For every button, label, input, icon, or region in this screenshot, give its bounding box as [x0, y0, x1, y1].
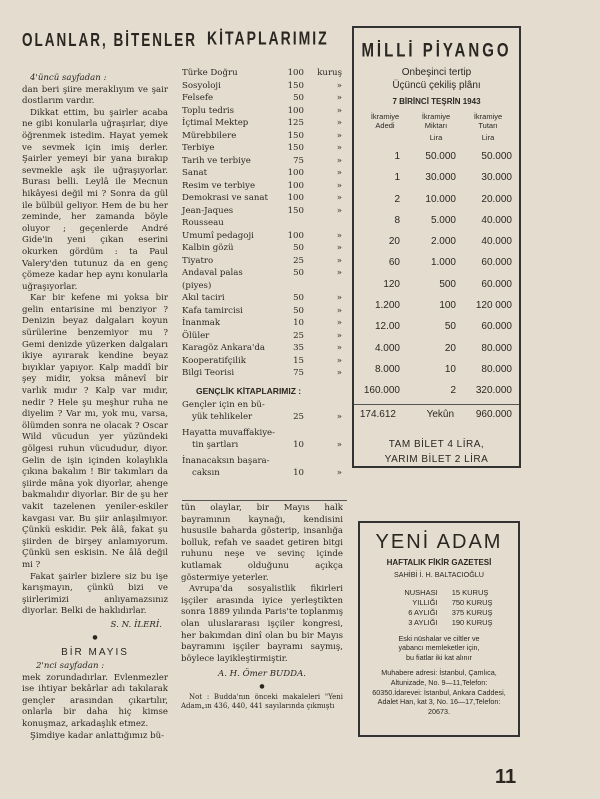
book-row — [182, 355, 342, 368]
book-unit: » — [336, 130, 342, 141]
piyango-cell: 8 — [394, 214, 400, 226]
piyango-cell: 50.000 — [425, 151, 456, 162]
book-unit: » — [336, 330, 342, 341]
book-title: Kafa tamircisi — [182, 305, 243, 316]
genclik-book — [182, 427, 342, 452]
piyango-row — [354, 146, 519, 167]
paragraph: Şimdiye kadar anlattığımız bü- — [30, 730, 165, 741]
piyango-cell: 2 — [394, 193, 400, 205]
book-row — [182, 317, 342, 330]
book-unit: » — [336, 293, 342, 303]
price-row — [360, 588, 518, 598]
price-label: 6 AYLIĞI — [408, 607, 438, 617]
yeniadam-address: Muhabere adresi: İstanbul, Çamlıca, Altunizade, No. 9—11,Telefon: 60350.İdarevei: İstanbul, Ankara Caddesi, Adalet Han, kat 3, No. 16—17,Telefon: 20673. — [372, 668, 506, 716]
page-number: 11 — [495, 766, 517, 788]
book-row — [182, 117, 342, 130]
books-list — [182, 67, 342, 483]
book-title: Demokrasi ve sanat — [182, 193, 268, 203]
genclik-book — [182, 399, 342, 424]
piyango-row — [354, 274, 519, 295]
piyango-cell: 80.000 — [481, 342, 512, 354]
piyango-cell: 1.000 — [430, 257, 456, 269]
paragraph: Fakat şairler bizlere siz bu işe karışmayın, çünkü bizi ve şiirlerimizi anlıyamazsınız diyorlar. Belki de haklıdırlar. — [22, 571, 168, 617]
book-title: Karagöz Ankara'da — [182, 343, 266, 353]
book-price: 150 — [287, 130, 304, 141]
genclik-book — [182, 455, 342, 480]
book-price: 100 — [287, 168, 304, 178]
book-price: 150 — [287, 143, 304, 153]
total-cell: Yekûn — [426, 408, 454, 420]
book-title: tin şartları — [192, 440, 239, 450]
continuation-note: 4'üncü sayfadan : — [30, 73, 107, 83]
price-label: YILLIĞI — [412, 597, 438, 607]
piyango-cell: 60.000 — [481, 257, 512, 269]
yeniadam-title: YENİ ADAM — [375, 531, 503, 553]
piyango-row — [354, 316, 519, 337]
piyango-cell: 1.200 — [374, 300, 400, 312]
column-1 — [22, 73, 168, 742]
book-title: Resim ve terbiye — [182, 180, 256, 191]
piyango-row — [354, 338, 519, 359]
price-value: 190 KURUŞ — [451, 617, 493, 627]
price-value: 750 KURUŞ — [451, 597, 493, 607]
header-cell: İkramiye — [370, 112, 400, 121]
piyango-total — [354, 404, 519, 425]
book-row — [182, 342, 342, 355]
total-cell: 174.612 — [359, 408, 396, 420]
piyango-row — [354, 167, 519, 188]
book-title: Bilgi Teorisi — [182, 368, 235, 378]
book-row — [182, 155, 342, 168]
kitaplarimiz-heading: KİTAPLARIMIZ — [207, 27, 329, 49]
piyango-cell: 40.000 — [481, 236, 512, 248]
piyango-row — [354, 231, 519, 252]
book-row — [182, 230, 342, 243]
book-price: 50 — [293, 93, 304, 103]
book-unit: » — [336, 255, 342, 266]
header-cell: Miktarı — [424, 121, 448, 130]
book-title: Türke Doğru — [182, 68, 238, 78]
piyango-cell: 50.000 — [481, 151, 512, 162]
piyango-sub1: Onbeşinci tertip — [401, 67, 472, 78]
header-cell: Lira — [429, 133, 443, 142]
book-unit: » — [336, 168, 342, 178]
book-title: Terbiye — [182, 143, 215, 153]
book-row — [182, 167, 342, 180]
piyango-cell: 8.000 — [374, 363, 400, 375]
book-price: 100 — [287, 105, 304, 116]
piyango-cell: 30.000 — [481, 172, 512, 184]
piyango-cell: 1 — [394, 172, 400, 184]
book-unit: » — [336, 93, 342, 103]
note-line: bu fiatlar iki kat alınır — [406, 652, 472, 662]
price-value: 15 KURUŞ — [451, 587, 489, 597]
piyango-cell: 2.000 — [430, 236, 456, 248]
bir-mayis-title: BİR MAYIS — [61, 647, 129, 659]
book-unit: » — [336, 180, 342, 191]
piyango-cell: 20 — [444, 342, 456, 354]
piyango-cell: 1 — [394, 151, 400, 162]
book-unit: » — [336, 118, 342, 128]
piyango-cell: 2 — [450, 385, 456, 397]
book-row — [182, 267, 342, 292]
paragraph: tün olaylar, bir Mayıs halk bayramının kaynağı, kendisini hususile baharda gösterip, insanlığa bolluk, refah ve saadet getiren bitgi ruhunu neşe ve sevinç içinde kutlamak olduğunu açıkça göstermiye yeterler. — [181, 503, 343, 583]
book-price: 75 — [293, 368, 304, 378]
book-title: Umumî pedagoji — [182, 230, 254, 241]
yeniadam-prices — [360, 588, 518, 628]
piyango-cell: 160.000 — [363, 385, 400, 397]
divider — [182, 500, 347, 501]
book-title: caksın — [192, 468, 220, 478]
yeniadam-sub: HAFTALIK FİKİR GAZETESİ — [386, 558, 492, 567]
book-unit: » — [336, 440, 342, 450]
book-price: 150 — [287, 205, 304, 216]
book-price: 100 — [287, 230, 304, 241]
book-unit: » — [336, 318, 342, 328]
piyango-sub2: Üçüncü çekiliş plânı — [392, 80, 481, 91]
piyango-cell: 10.000 — [425, 193, 456, 205]
paragraph: Dikkat ettim, bu şairler acaba ne gibi konularla uğraşırlar, diye öğrenmek istedim. Hayat yemek ve sevmek için imiş derler. Şairler yemeyi bir yana bırakıp sevmekle aşk ile uğraşıyorlar. Burası belli. Leylâ ile Mecnun hikâyesi değil mi ? Sonra da gül ile bülbül geliyor. Hem de bu her zeminde, her zamanda böyle oluyor ; geçenlerde André Gide'in yeni çıkan eserini okurken gördüm : ta Paul Valery'den tutunuz da en genç çömeze kadar hep aynı konularla uğraşıyorlar. — [22, 107, 168, 292]
yeniadam-owner: SAHİBİ İ. H. BALTACIOĞLU — [394, 570, 484, 579]
book-price: 10 — [293, 468, 304, 478]
header-cell: Tutarı — [478, 121, 498, 130]
book-price: 100 — [287, 193, 304, 203]
header-cell: Adedi — [375, 121, 395, 130]
piyango-cell: 120 000 — [475, 300, 512, 312]
ornament: ● — [92, 633, 98, 641]
paragraph: Kar bir kefene mi yoksa bir gelin entarisine mi benziyor ? Denizin beyaz dalgaları koyun sürülerine benzemiyor mu ? Gemi denizde yüzerken dalgaları ikiye ayırarak kendine beyaz bıyıklar yapıyor. Kalp maddî bir şey midir, yoksa mânevî bir varlık mıdır ? Kalp var mıdır, nedir ? Hele şu meşhur ruha ne diyelim ? Var mı, yok mu, varsa, ölümden sonra ne olacak ? Oscar Wild vücudun yer yüzündeki gölgesi ruhun vücududur, diyor. Gelin de işin içinden kolaylıkla çıkına bakalım ! Bir takımları da şiirde mâna yok diyorlar, ahenge bakmalıdır diyorlar. Bir de şu her vakit tazelenen yeniler-eskiler kavgası var. Bu şiir anlaşılmıyor. Çünkü eskidir. Pek âlâ, fakat şu şiirden de birşey anlamıyorum. Çünkü sen eskisin. Ne âlâ değil mi ? — [22, 293, 168, 570]
book-unit: » — [336, 355, 342, 366]
book-unit: » — [336, 230, 342, 241]
genclik-title: GENÇLİK KİTAPLARIMIZ : — [196, 385, 302, 396]
book-price: 50 — [293, 243, 304, 253]
signature: S. N. İLERİ. — [110, 619, 162, 630]
bilet-line: TAM BİLET 4 LİRA, — [388, 438, 485, 450]
book-title: Felsefe — [182, 93, 214, 103]
book-price: 100 — [287, 68, 304, 78]
total-cell: 960.000 — [475, 408, 512, 420]
book-row — [182, 180, 342, 193]
piyango-cell: 60 — [388, 257, 400, 269]
book-row — [182, 292, 342, 305]
bilet-line: YARIM BİLET 2 LİRA — [384, 453, 489, 465]
book-unit: » — [336, 155, 342, 166]
book-price: 15 — [293, 355, 304, 366]
book-title: Kalbin gözü — [182, 243, 234, 253]
piyango-cell: 12.00 — [374, 321, 400, 333]
book-unit: kuruş — [317, 68, 342, 78]
book-title: Hayatta muvaffakiye- — [182, 427, 276, 438]
piyango-cell: 5.000 — [430, 214, 456, 226]
book-title: Kooperatifçilik — [182, 355, 247, 366]
book-unit: » — [336, 243, 342, 253]
book-title: Akıl taciri — [182, 293, 225, 303]
piyango-cell: 50 — [444, 321, 456, 333]
footnote: Not : Budda'nın önceki makaleleri "Yeni Adam„ın 436, 440, 441 sayılarında çıkmıştı — [181, 692, 343, 710]
price-label: NUSHASI — [404, 587, 438, 597]
piyango-box — [352, 26, 521, 468]
piyango-cell: 30.000 — [425, 172, 456, 184]
book-row — [182, 330, 342, 343]
book-price: 10 — [293, 440, 304, 450]
book-row — [182, 192, 342, 205]
book-title: Tarih ve terbiye — [182, 155, 251, 166]
book-price: 50 — [293, 268, 304, 278]
book-price: 10 — [293, 318, 304, 328]
book-row — [182, 80, 342, 93]
book-unit: » — [336, 193, 342, 203]
signature: A. H. Ömer BUDDA. — [217, 669, 307, 680]
paragraph: dan beri şiire meraklıyım ve şair dostlarım vardır. — [22, 84, 168, 107]
book-unit: » — [336, 305, 342, 316]
book-title: Mürebbilere — [182, 130, 237, 141]
piyango-cell: 80.000 — [481, 363, 512, 375]
book-unit: » — [336, 468, 342, 478]
book-row — [182, 105, 342, 118]
piyango-row — [354, 252, 519, 273]
book-price: 35 — [293, 343, 304, 353]
book-row — [182, 255, 342, 268]
book-title: yük tehlikeler — [192, 412, 253, 422]
book-row — [182, 92, 342, 105]
book-unit: » — [336, 268, 342, 278]
piyango-cell: 120 — [383, 278, 400, 290]
book-price: 125 — [287, 118, 304, 128]
olanlar-heading: OLANLAR, BİTENLER — [22, 30, 197, 51]
book-title: Jean-Jaques Rousseau — [182, 205, 234, 228]
price-label: 3 AYLIĞI — [408, 617, 438, 627]
book-row — [182, 305, 342, 318]
book-price: 50 — [293, 305, 304, 316]
price-row — [360, 608, 518, 618]
continuation-note: 2'nci sayfadan : — [36, 661, 105, 672]
piyango-row — [354, 295, 519, 316]
header-cell: İkramiye — [421, 112, 451, 121]
book-title: Sosyoloji — [182, 80, 221, 91]
piyango-cell: 4.000 — [374, 342, 400, 354]
book-unit: » — [336, 105, 342, 116]
book-title: İnanmak — [182, 318, 221, 328]
book-row — [182, 205, 342, 230]
piyango-row — [354, 380, 519, 401]
book-title: Tiyatro — [182, 255, 214, 266]
book-title: Toplu tedris — [182, 105, 235, 116]
ornament: ● — [259, 682, 265, 690]
piyango-title: MİLLİ PİYANGO — [361, 39, 512, 62]
paragraph: Avrupa'da sosyalistlik fikirleri işçiler arasında iyice yerleştikten sonra 1889 yılında Paris'te toplanmış olan uluslararası işçiler kongresi, her bakımdan dinî olan bu bir Mayıs bayramını işçiler bayramı saymış, böylece layikleştirmiştir. — [181, 584, 343, 664]
book-title: Gençler için en bü- — [182, 399, 265, 410]
header-cell: İkramiye — [473, 112, 503, 121]
book-price: 25 — [293, 330, 304, 341]
book-unit: » — [336, 343, 342, 353]
price-row — [360, 618, 518, 628]
book-unit: » — [336, 368, 342, 378]
piyango-header — [354, 112, 519, 142]
book-title: Sanat — [182, 168, 208, 178]
paragraph: mek zorundadırlar. Evlenmezler ise ihtiyar bekârlar adı takılarak gençler arasından çıkartılır, onlarla bir daha hiç kimse konuşmaz, arkadaşlık etmez. — [22, 672, 168, 730]
note-line: Eski nüshalar ve ciltler ve — [398, 633, 480, 643]
book-price: 150 — [287, 80, 304, 91]
piyango-row — [354, 189, 519, 210]
piyango-cell: 60.000 — [481, 278, 512, 290]
piyango-rows — [354, 146, 519, 402]
book-row — [182, 130, 342, 143]
book-unit: » — [336, 80, 342, 91]
piyango-cell: 100 — [439, 300, 456, 312]
piyango-cell: 20.000 — [481, 193, 512, 205]
piyango-cell: 60.000 — [481, 321, 512, 333]
book-price: 100 — [287, 180, 304, 191]
book-row — [182, 67, 342, 80]
book-title: Ölüler — [182, 330, 210, 341]
column-2-bottom — [181, 503, 343, 711]
book-unit: » — [336, 143, 342, 153]
piyango-cell: 10 — [444, 363, 456, 375]
header-cell: Lira — [481, 133, 495, 142]
piyango-cell: 500 — [439, 278, 456, 290]
price-row — [360, 598, 518, 608]
piyango-cell: 40.000 — [481, 214, 512, 226]
piyango-date: 7 BİRİNCİ TEŞRİN 1943 — [392, 97, 481, 106]
book-price: 50 — [293, 293, 304, 303]
note-line: yabancı memleketler için, — [398, 643, 480, 653]
piyango-row — [354, 210, 519, 231]
book-title: İnanacaksın başara- — [182, 455, 270, 466]
piyango-row — [354, 359, 519, 380]
book-title: İçtimaî Mektep — [182, 118, 249, 128]
book-row — [182, 142, 342, 155]
book-row — [182, 367, 342, 380]
yeniadam-note — [360, 634, 518, 663]
book-unit: » — [336, 205, 342, 216]
book-unit: » — [336, 412, 342, 422]
book-row — [182, 242, 342, 255]
piyango-cell: 20 — [388, 236, 400, 248]
book-title: Andaval palas (piyes) — [182, 268, 243, 291]
book-price: 25 — [293, 255, 304, 266]
piyango-cell: 320.000 — [475, 385, 512, 397]
price-value: 375 KURUŞ — [451, 607, 493, 617]
yeniadam-box — [358, 521, 520, 737]
book-price: 25 — [293, 412, 304, 422]
book-price: 75 — [293, 155, 304, 166]
